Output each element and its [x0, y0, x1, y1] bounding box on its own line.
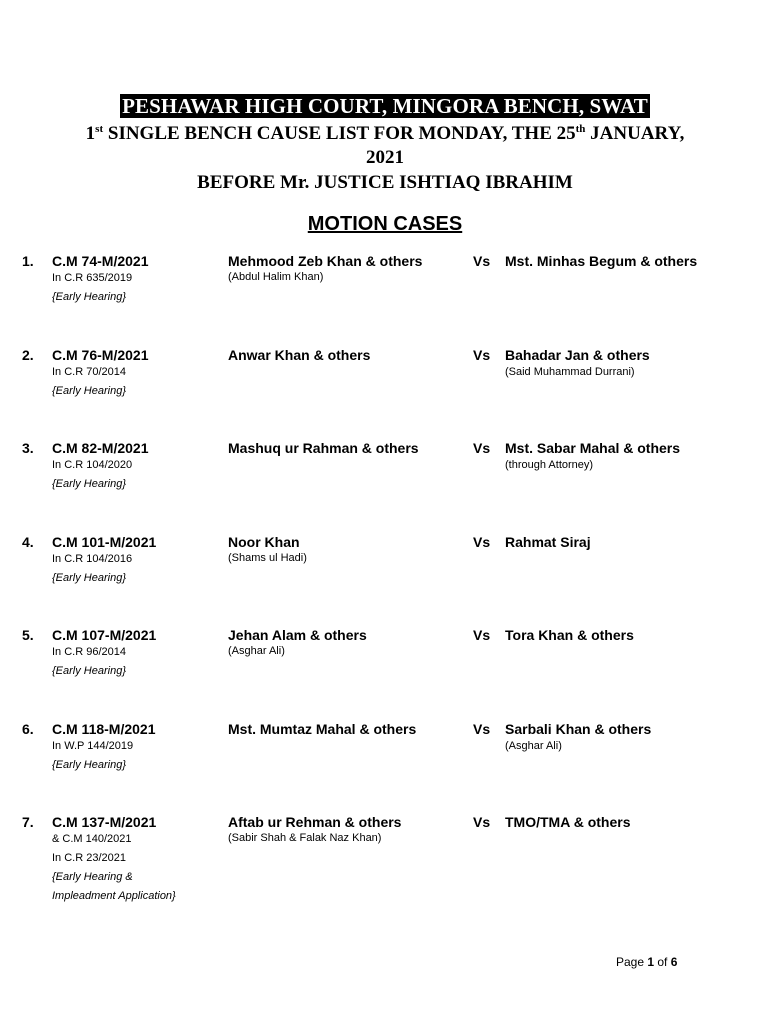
case-sub-line: {Early Hearing} [52, 665, 126, 677]
case-no: C.M 101-M/2021 [52, 534, 157, 550]
case-sub-line: In C.R 635/2019 [52, 272, 133, 284]
respondent-advocate: (Asghar Ali) [505, 740, 562, 752]
case-number: 1. [22, 253, 34, 269]
case-no: C.M 118-M/2021 [52, 721, 156, 737]
respondent: Sarbali Khan & others [505, 721, 652, 737]
versus-label: Vs [473, 440, 491, 456]
case-number: 3. [22, 440, 34, 456]
case-sub-line: {Early Hearing} [52, 291, 126, 303]
case-sub-line: In W.P 144/2019 [52, 740, 134, 752]
case-number: 5. [22, 627, 34, 643]
petitioner-advocate: (Shams ul Hadi) [228, 552, 307, 564]
versus-label: Vs [473, 347, 491, 363]
respondent: Tora Khan & others [505, 627, 634, 643]
case-sub-line: {Early Hearing} [52, 759, 126, 771]
petitioner: Aftab ur Rehman & others [228, 814, 402, 830]
petitioner: Anwar Khan & others [228, 347, 371, 363]
case-no: C.M 76-M/2021 [52, 347, 149, 363]
case-sub-line: {Early Hearing & [52, 871, 133, 883]
respondent: TMO/TMA & others [505, 814, 631, 830]
cause-list-subtitle: 1st SINGLE BENCH CAUSE LIST FOR MONDAY, THE 25th JANUARY, [85, 123, 685, 144]
case-number: 2. [22, 347, 34, 363]
petitioner: Jehan Alam & others [228, 627, 367, 643]
case-sub-line: In C.R 96/2014 [52, 646, 126, 658]
respondent: Mst. Minhas Begum & others [505, 253, 698, 269]
section-title: MOTION CASES [307, 213, 463, 235]
versus-label: Vs [473, 253, 491, 269]
case-no: C.M 137-M/2021 [52, 814, 157, 830]
versus-label: Vs [473, 534, 491, 550]
document-header [0, 94, 770, 195]
petitioner-advocate: (Abdul Halim Khan) [228, 271, 324, 283]
case-sub-line: {Early Hearing} [52, 385, 126, 397]
justice-line: BEFORE Mr. JUSTICE ISHTIAQ IBRAHIM [197, 172, 573, 193]
case-number: 7. [22, 814, 34, 830]
versus-label: Vs [473, 814, 491, 830]
case-number: 6. [22, 721, 34, 737]
page-footer: Page 1 of 6 [616, 955, 678, 969]
case-no: C.M 74-M/2021 [52, 253, 149, 269]
court-title: PESHAWAR HIGH COURT, MINGORA BENCH, SWAT [122, 94, 648, 118]
case-sub-line: In C.R 104/2016 [52, 553, 133, 565]
respondent-advocate: (Said Muhammad Durrani) [505, 366, 635, 378]
petitioner: Noor Khan [228, 534, 300, 550]
respondent: Rahmat Siraj [505, 534, 591, 550]
respondent: Mst. Sabar Mahal & others [505, 440, 681, 456]
petitioner: Mehmood Zeb Khan & others [228, 253, 423, 269]
petitioner-advocate: (Asghar Ali) [228, 645, 285, 657]
case-sub-line: In C.R 104/2020 [52, 459, 133, 471]
case-sub-line: In C.R 23/2021 [52, 852, 126, 864]
case-number: 4. [22, 534, 34, 550]
respondent-advocate: (through Attorney) [505, 459, 594, 471]
petitioner: Mst. Mumtaz Mahal & others [228, 721, 417, 737]
case-sub-line: In C.R 70/2014 [52, 366, 126, 378]
case-sub-line: Impleadment Application} [52, 890, 176, 902]
petitioner-advocate: (Sabir Shah & Falak Naz Khan) [228, 832, 382, 844]
case-no: C.M 82-M/2021 [52, 440, 149, 456]
cause-list-year: 2021 [366, 147, 404, 168]
case-sub-line: {Early Hearing} [52, 572, 126, 584]
case-no: C.M 107-M/2021 [52, 627, 157, 643]
respondent: Bahadar Jan & others [505, 347, 650, 363]
case-sub-line: & C.M 140/2021 [52, 833, 132, 845]
versus-label: Vs [473, 721, 491, 737]
case-sub-line: {Early Hearing} [52, 478, 126, 490]
petitioner: Mashuq ur Rahman & others [228, 440, 419, 456]
versus-label: Vs [473, 627, 491, 643]
